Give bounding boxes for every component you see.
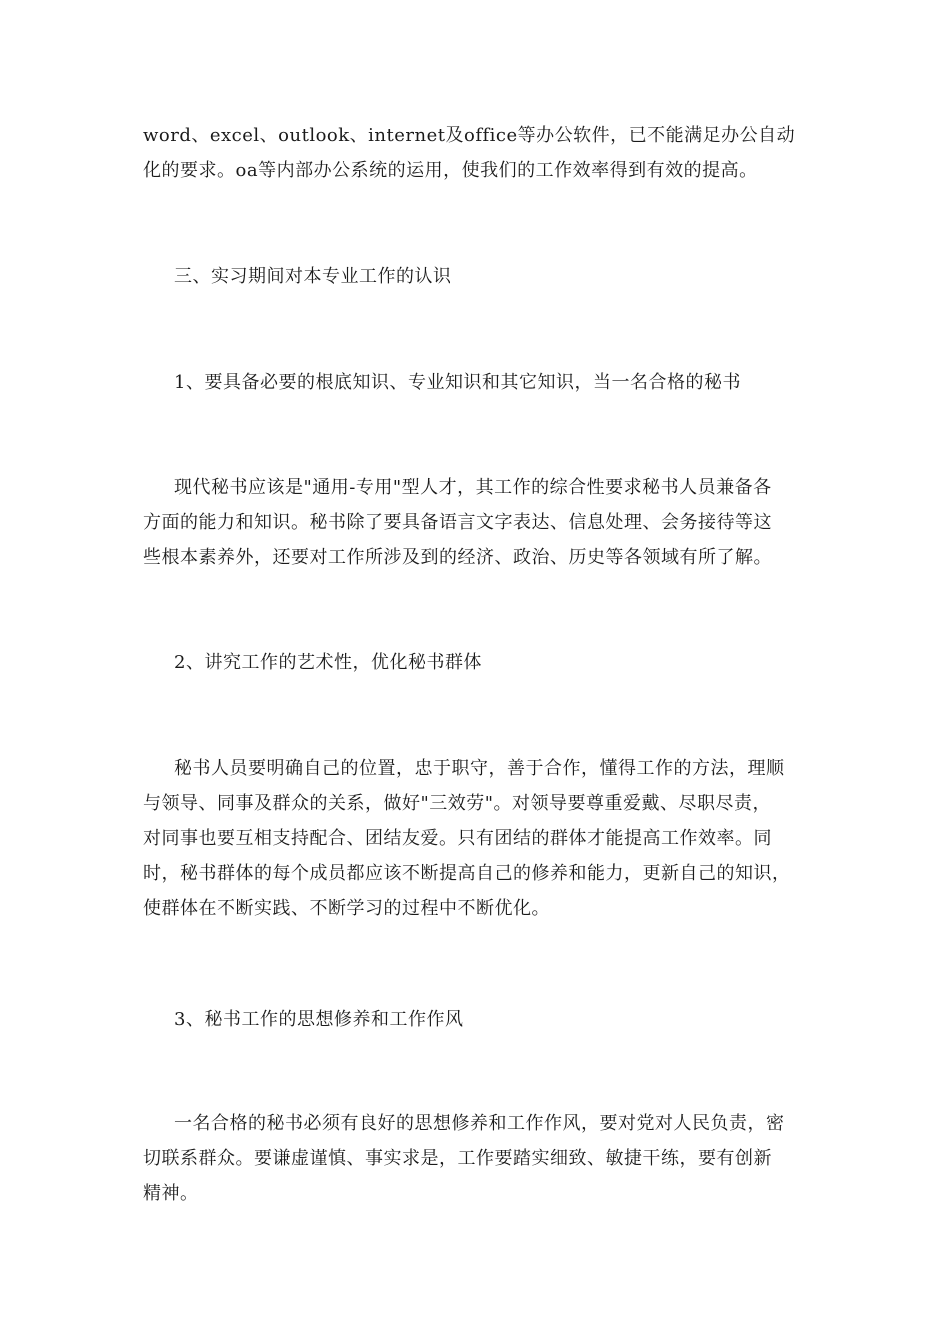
paragraph-line: 精神。 bbox=[143, 1183, 199, 1204]
paragraph-line: 切联系群众。要谦虚谨慎、事实求是，工作要踏实细致、敏捷干练，要有创新 bbox=[143, 1148, 772, 1169]
item2-paragraph bbox=[143, 751, 813, 926]
paragraph-line: 时，秘书群体的每个成员都应该不断提高自己的修养和能力，更新自己的知识， bbox=[143, 863, 791, 884]
paragraph-line: 些根本素养外，还要对工作所涉及到的经济、政治、历史等各领域有所了解。 bbox=[143, 547, 772, 568]
item2-heading: 2、讲究工作的艺术性，优化秘书群体 bbox=[174, 652, 482, 673]
paragraph-line: 方面的能力和知识。秘书除了要具备语言文字表达、信息处理、会务接待等这 bbox=[143, 512, 772, 533]
item1-paragraph bbox=[143, 470, 813, 575]
paragraph-line: word、excel、outlook、internet及office等办公软件，已不能满足办公自动 bbox=[143, 125, 796, 146]
item3-heading: 3、秘书工作的思想修养和工作作风 bbox=[174, 1009, 464, 1030]
section-heading: 三、实习期间对本专业工作的认识 bbox=[174, 266, 452, 287]
paragraph-line: 现代秘书应该是"通用-专用"型人才，其工作的综合性要求秘书人员兼备各 bbox=[174, 477, 772, 498]
paragraph-line: 化的要求。oa等内部办公系统的运用，使我们的工作效率得到有效的提高。 bbox=[143, 160, 758, 181]
paragraph-line: 对同事也要互相支持配合、团结友爱。只有团结的群体才能提高工作效率。同 bbox=[143, 828, 772, 849]
item3-paragraph bbox=[143, 1106, 813, 1211]
intro-paragraph bbox=[143, 118, 813, 188]
paragraph-line: 秘书人员要明确自己的位置，忠于职守，善于合作，懂得工作的方法，理顺 bbox=[174, 758, 785, 779]
paragraph-line: 与领导、同事及群众的关系，做好"三效劳"。对领导要尊重爱戴、尽职尽责， bbox=[143, 793, 772, 814]
paragraph-line: 一名合格的秘书必须有良好的思想修养和工作作风，要对党对人民负责，密 bbox=[174, 1113, 785, 1134]
item1-heading: 1、要具备必要的根底知识、专业知识和其它知识，当一名合格的秘书 bbox=[174, 372, 741, 393]
paragraph-line: 使群体在不断实践、不断学习的过程中不断优化。 bbox=[143, 898, 550, 919]
